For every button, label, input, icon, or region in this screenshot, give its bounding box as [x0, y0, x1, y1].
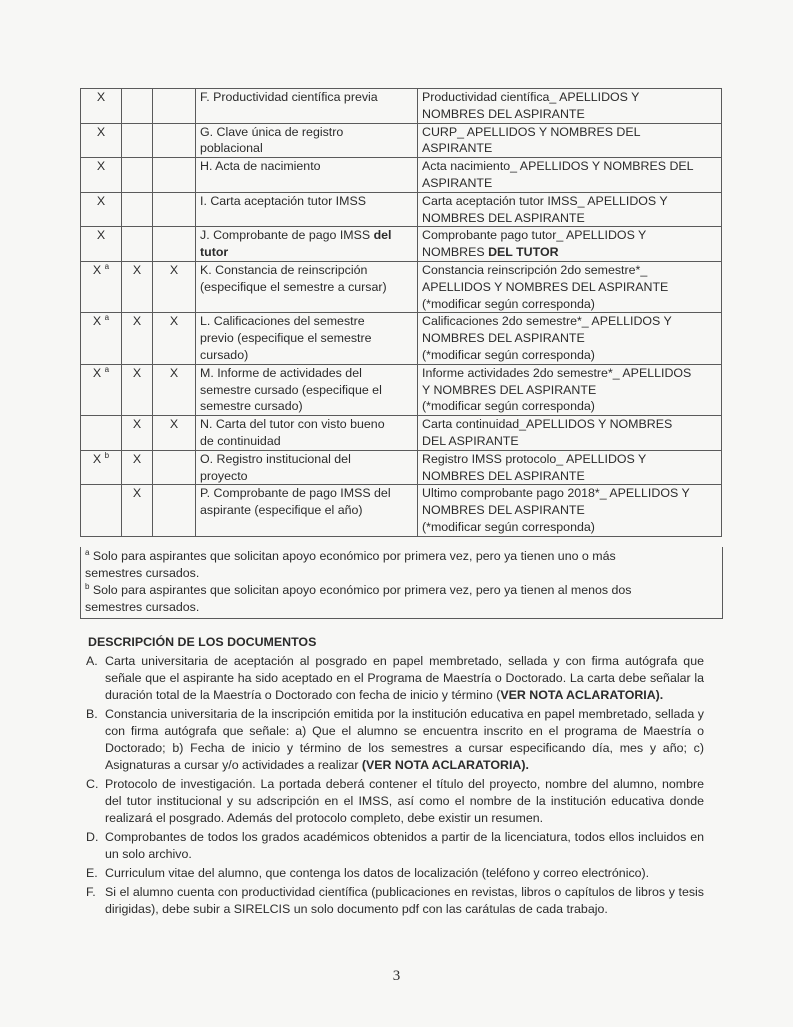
footnote-marker: a: [104, 261, 110, 271]
footnote-b-line1: Solo para aspirantes que solicitan apoyo económico por primera vez, pero ya tienen al menos dos: [89, 583, 632, 597]
footnote-a-line2: semestres cursados.: [85, 566, 200, 580]
requirement-mark: X: [92, 262, 102, 277]
requirement-mark-cell: [122, 89, 153, 124]
table-row: [81, 450, 722, 485]
file-name-cell: [418, 485, 722, 536]
requirement-mark-cell: [122, 450, 153, 485]
file-name-cell-line: ASPIRANTE: [422, 175, 493, 190]
table-row: [81, 416, 722, 451]
document-name-cell-line: I. Carta aceptación tutor IMSS: [200, 193, 366, 208]
document-name-cell-line: de continuidad: [200, 433, 281, 448]
table-row: [81, 313, 722, 364]
document-name-cell-line: N. Carta del tutor con visto bueno: [200, 417, 385, 432]
document-name-cell-line: O. Registro institucional del: [200, 451, 351, 466]
document-name-cell-line: del: [373, 228, 392, 243]
document-name-cell: [196, 192, 418, 227]
item-bold-note: VER NOTA ACLARATORIA).: [500, 688, 664, 702]
requirement-mark-cell: [153, 89, 196, 124]
requirement-mark: X: [169, 314, 179, 329]
file-name-cell-line: Comprobante pago tutor_ APELLIDOS Y: [422, 228, 647, 243]
document-name-cell-line: cursado): [200, 347, 249, 362]
requirement-mark-cell: [81, 485, 122, 536]
file-name-cell-line: Y NOMBRES DEL ASPIRANTE: [422, 382, 597, 397]
item-text: Curriculum vitae del alumno, que contenga los datos de localización (teléfono y correo electrónico).: [105, 866, 650, 880]
item-letter: C.: [86, 777, 99, 791]
description-item-f: [88, 884, 704, 918]
requirement-mark: X: [169, 417, 179, 432]
table-row: [81, 364, 722, 415]
file-name-cell: [418, 227, 722, 262]
file-name-cell-line: NOMBRES DEL ASPIRANTE: [422, 106, 585, 121]
document-name-cell: [196, 261, 418, 312]
requirement-mark-cell: [122, 123, 153, 158]
requirement-mark: X: [96, 124, 106, 139]
requirement-mark-cell: [153, 123, 196, 158]
requirement-mark-cell: [122, 416, 153, 451]
requirement-mark-cell: [81, 89, 122, 124]
item-letter: B.: [86, 707, 98, 721]
item-text: Si el alumno cuenta con productividad científica (publicaciones en revistas, libros o capítulos de libros y tesis dirigidas), debe subir a SIRELCIS un solo documento pdf con las carátulas de cada trabajo.: [105, 885, 704, 916]
file-name-cell: [418, 416, 722, 451]
requirement-mark-cell: [122, 485, 153, 536]
file-name-cell-line: CURP_ APELLIDOS Y NOMBRES DEL: [422, 124, 641, 139]
footnote-a-mark: a: [85, 547, 90, 557]
page-number: 3: [392, 968, 401, 984]
requirement-mark: X: [132, 486, 142, 501]
item-text: Protocolo de investigación. La portada deberá contener el título del proyecto, nombre del alumno, nombre del tutor institucional y su adscripción en el IMSS, así como el nombre de la institución educativa donde realizará el posgrado. Además del protocolo completo, debe existir un resumen.: [105, 777, 704, 825]
document-name-cell-line: K. Constancia de reinscripción: [200, 262, 368, 277]
document-name-cell-line: M. Informe de actividades del: [200, 365, 362, 380]
table-row: [81, 89, 722, 124]
description-item-c: [88, 776, 704, 827]
document-name-cell-line: proyecto: [200, 468, 248, 483]
file-name-cell-line: APELLIDOS Y NOMBRES DEL ASPIRANTE: [422, 279, 669, 294]
requirement-mark-cell: [122, 261, 153, 312]
document-name-cell: [196, 416, 418, 451]
document-name-cell: [196, 485, 418, 536]
requirement-mark: X: [132, 262, 142, 277]
file-name-cell-line: DEL TUTOR: [488, 245, 559, 260]
requirement-mark: X: [169, 365, 179, 380]
documents-table: [80, 88, 722, 537]
table-row: [81, 123, 722, 158]
document-name-cell: [196, 158, 418, 193]
footnote-marker: b: [104, 450, 110, 460]
document-name-cell-line: L. Calificaciones del semestre: [200, 314, 365, 329]
file-name-cell-line: Productividad científica_ APELLIDOS Y: [422, 90, 640, 104]
document-name-cell: [196, 123, 418, 158]
table-row: [81, 227, 722, 262]
requirement-mark-cell: [81, 416, 122, 451]
file-name-cell-line: Carta continuidad_APELLIDOS Y NOMBRES: [422, 417, 673, 432]
item-text: Comprobantes de todos los grados académicos obtenidos a partir de la licenciatura, todos ellos incluidos en un solo archivo.: [105, 830, 704, 861]
table-row: [81, 158, 722, 193]
file-name-cell-line: Informe actividades 2do semestre*_ APELLIDOS: [422, 365, 692, 380]
file-name-cell: [418, 192, 722, 227]
documents-table-body: [81, 89, 722, 537]
table-row: [81, 261, 722, 312]
requirement-mark-cell: [81, 158, 122, 193]
requirement-mark: X: [132, 451, 142, 466]
requirement-mark-cell: [122, 227, 153, 262]
footnote-b: [85, 582, 718, 616]
requirement-mark: X: [96, 159, 106, 174]
requirement-mark: X: [96, 228, 106, 243]
document-name-cell-line: P. Comprobante de pago IMSS del: [200, 486, 391, 501]
documents-description: [88, 634, 704, 920]
file-name-cell-line: Calificaciones 2do semestre*_ APELLIDOS Y: [422, 314, 672, 329]
footnote-marker: a: [104, 364, 110, 374]
document-name-cell: [196, 227, 418, 262]
document-name-cell-line: J. Comprobante de pago IMSS: [200, 228, 374, 243]
requirement-mark-cell: [122, 313, 153, 364]
footnote-b-line2: semestres cursados.: [85, 600, 200, 614]
item-text: Carta universitaria de aceptación al posgrado en papel membretado, sellada y con firma autógrafa que señale que el aspirante ha sido aceptado en el Programa de Maestría o Doctorado. La carta debe señalar la duración total de la Maestría o Doctorado con fecha de inicio y término (: [105, 654, 704, 702]
requirement-mark: X: [92, 365, 102, 380]
requirement-mark-cell: [153, 261, 196, 312]
requirement-mark-cell: [153, 416, 196, 451]
document-name-cell-line: semestre cursado (especifique el: [200, 382, 382, 397]
file-name-cell: [418, 123, 722, 158]
requirement-mark: X: [169, 262, 179, 277]
document-name-cell-line: F. Productividad científica previa: [200, 90, 378, 104]
file-name-cell-line: (*modificar según corresponda): [422, 296, 595, 311]
document-name-cell-line: previo (especifique el semestre: [200, 331, 372, 346]
table-row: [81, 485, 722, 536]
requirement-mark-cell: [153, 485, 196, 536]
requirement-mark-cell: [81, 227, 122, 262]
requirement-mark-cell: [153, 450, 196, 485]
file-name-cell: [418, 450, 722, 485]
file-name-cell: [418, 364, 722, 415]
requirement-mark-cell: [122, 192, 153, 227]
requirement-mark-cell: [81, 192, 122, 227]
file-name-cell-line: (*modificar según corresponda): [422, 519, 595, 534]
file-name-cell-line: Registro IMSS protocolo_ APELLIDOS Y: [422, 451, 647, 466]
requirement-mark-cell: [122, 158, 153, 193]
file-name-cell: [418, 158, 722, 193]
footnote-a: [85, 548, 718, 582]
file-name-cell: [418, 261, 722, 312]
file-name-cell: [418, 313, 722, 364]
document-name-cell-line: poblacional: [200, 141, 263, 156]
document-name-cell: [196, 313, 418, 364]
item-bold-note: (VER NOTA ACLARATORIA).: [361, 758, 529, 772]
file-name-cell-line: Carta aceptación tutor IMSS_ APELLIDOS Y: [422, 193, 668, 208]
requirement-mark: X: [96, 90, 106, 104]
file-name-cell-line: Acta nacimiento_ APELLIDOS Y NOMBRES DEL: [422, 159, 694, 174]
requirement-mark: X: [132, 365, 142, 380]
footnote-b-mark: b: [85, 581, 90, 591]
document-name-cell-line: tutor: [200, 245, 229, 260]
file-name-cell-line: NOMBRES: [422, 245, 489, 260]
document-name-cell-line: G. Clave única de registro: [200, 124, 344, 139]
item-text: Constancia universitaria de la inscripción emitida por la institución educativa en papel membretado, sellada y con firma autógrafa que señale: a) Que el alumno se encuentra inscrito en el programa de Maestría o Doctorado; b) Fecha de inicio y término de los semestres a cursar especificando día, mes y año; c) Asignaturas a cursar y/o actividades a realizar: [105, 707, 704, 772]
file-name-cell-line: NOMBRES DEL ASPIRANTE: [422, 331, 585, 346]
description-title: DESCRIPCIÓN DE LOS DOCUMENTOS: [88, 635, 317, 649]
item-letter: F.: [86, 885, 96, 899]
file-name-cell-line: Constancia reinscripción 2do semestre*_: [422, 262, 648, 277]
file-name-cell-line: (*modificar según corresponda): [422, 399, 595, 414]
requirement-mark: X: [92, 314, 102, 329]
requirement-mark-cell: [81, 123, 122, 158]
requirement-mark-cell: [153, 158, 196, 193]
file-name-cell-line: DEL ASPIRANTE: [422, 433, 519, 448]
description-item-a: [88, 653, 704, 704]
requirement-mark: X: [132, 417, 142, 432]
requirement-mark-cell: [81, 364, 122, 415]
requirement-mark: X: [132, 314, 142, 329]
requirement-mark-cell: [153, 227, 196, 262]
item-letter: A.: [86, 654, 98, 668]
footnote-a-line1: Solo para aspirantes que solicitan apoyo económico por primera vez, pero ya tienen uno o más: [89, 549, 616, 563]
table-row: [81, 192, 722, 227]
document-name-cell-line: aspirante (especifique el año): [200, 503, 363, 518]
requirement-mark: X: [92, 451, 102, 466]
requirement-mark-cell: [81, 450, 122, 485]
document-name-cell-line: semestre cursado): [200, 399, 303, 414]
requirement-mark-cell: [122, 364, 153, 415]
file-name-cell-line: NOMBRES DEL ASPIRANTE: [422, 468, 585, 483]
requirement-mark: X: [96, 193, 106, 208]
table-footnotes: [80, 547, 723, 619]
document-name-cell: [196, 450, 418, 485]
file-name-cell-line: NOMBRES DEL ASPIRANTE: [422, 503, 585, 518]
document-name-cell-line: (especifique el semestre a cursar): [200, 279, 387, 294]
description-item-e: [88, 865, 704, 882]
requirement-mark-cell: [81, 261, 122, 312]
file-name-cell-line: NOMBRES DEL ASPIRANTE: [422, 210, 585, 225]
requirement-mark-cell: [153, 192, 196, 227]
document-name-cell: [196, 364, 418, 415]
description-item-d: [88, 829, 704, 863]
document-name-cell-line: H. Acta de nacimiento: [200, 159, 321, 174]
description-list: [88, 653, 704, 918]
file-name-cell-line: ASPIRANTE: [422, 141, 493, 156]
file-name-cell-line: (*modificar según corresponda): [422, 347, 595, 362]
item-letter: D.: [86, 830, 99, 844]
requirement-mark-cell: [153, 364, 196, 415]
item-letter: E.: [86, 866, 98, 880]
file-name-cell-line: Ultimo comprobante pago 2018*_ APELLIDOS Y: [422, 486, 690, 501]
requirement-mark-cell: [81, 313, 122, 364]
document-name-cell: [196, 89, 418, 124]
requirement-mark-cell: [153, 313, 196, 364]
footnote-marker: a: [104, 313, 110, 323]
file-name-cell: [418, 89, 722, 124]
description-item-b: [88, 706, 704, 774]
